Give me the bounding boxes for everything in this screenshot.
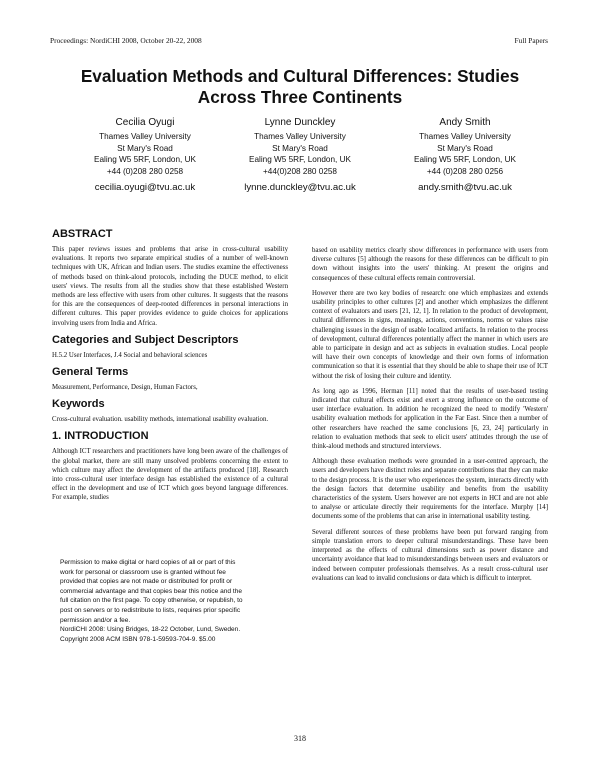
introduction-text: Although ICT researchers and practitioners have long been aware of the challenges of the global market, there are still many unsolved problems concerning the extent to which culture may affect the development of the artifacts produced [18]. Research into cross-cultural user interface design has established the existence of a cultural effect in the development and use of ICT which goes beyond language differences. For example, studies <box>52 448 288 502</box>
permission-line: full citation on the first page. To copy otherwise, or republish, to <box>60 597 243 605</box>
body-paragraph: based on usability metrics clearly show differences in performance with users from diverse cultures [5] although the reasons for these differences can be difficult to pin down without insights into the users' thinking. At present the origins and consequences of these cultural effects remain controversial. <box>312 247 548 282</box>
page-number: 318 <box>294 734 306 743</box>
terms-text: Measurement, Performance, Design, Human Factors, <box>52 384 198 392</box>
permission-line: commercial advantage and that copies bear this notice and the <box>60 587 242 595</box>
author-street: St Mary's Road <box>117 143 173 153</box>
author-city: Ealing W5 5RF, London, UK <box>249 155 351 164</box>
paper-title: Evaluation Methods and Cultural Differences: Studies Across Three Continents <box>80 66 520 107</box>
keywords-text: Cross-cultural evaluation. usability methods, international usability evaluation. <box>52 416 269 424</box>
author-email[interactable]: andy.smith@tvu.ac.uk <box>418 182 512 193</box>
author-phone: +44 (0)208 280 0258 <box>106 166 184 176</box>
left-column <box>52 228 288 509</box>
permission-line: post on servers or to redistribute to lists, requires prior specific <box>60 606 241 614</box>
categories-heading: Categories and Subject Descriptors <box>52 333 239 346</box>
author-affiliation: Thames Valley University <box>254 132 346 141</box>
author-name: Lynne Dunckley <box>264 117 336 128</box>
permission-line: NordiCHI 2008: Using Bridges, 18-22 October, Lund, Sweden. <box>60 626 241 634</box>
author-city: Ealing W5 5RF, London, UK <box>94 155 196 164</box>
author-block <box>380 116 550 194</box>
section-header: Full Papers <box>514 36 548 45</box>
author-phone: +44(0)208 280 0258 <box>263 166 337 176</box>
author-name: Andy Smith <box>439 117 491 128</box>
proceedings-header: Proceedings: NordiCHI 2008, October 20-22, 2008 <box>50 36 202 45</box>
author-street: St Mary's Road <box>272 143 328 153</box>
author-city: Ealing W5 5RF, London, UK <box>414 155 516 164</box>
introduction-heading: 1. INTRODUCTION <box>52 430 149 443</box>
body-paragraph: Although these evaluation methods were grounded in a user-centred approach, the users and developers have distinct roles and separate contributions that they can make to the design process. It is the user who experiences the system, interacts directly with the design factors that determine usability and benefits from the usability characteristics of the system. Users however are not experts in HCI and are not able to analyse or articulate directly their requirements for the interface. Murphy [14] documents some of the problems that can arise in international usability testing. <box>312 458 548 521</box>
body-paragraph: However there are two key bodies of research: one which emphasizes and extends usability principles to other cultures [2] and another which emphasizes the different context of evaluators and users [21, 12, 1]. In relation to the product of development, cultural differences in signs, meanings, actions, conventions, norms or values raise challenging issues in the design of usable localized artifacts. In relation to the process of development, cultural differences potentially affect the manner in which users are able to participate in design and act as subjects in evaluation studies. Local people will have their own concepts of knowledge and their own forms of information communication so that it is essential that they should be able to shape their use of ICT without the risk of losing their culture and identity. <box>312 289 548 380</box>
permission-notice <box>60 558 284 644</box>
keywords-heading: Keywords <box>52 398 105 411</box>
author-affiliation: Thames Valley University <box>99 132 191 141</box>
abstract-heading: ABSTRACT <box>52 228 113 240</box>
permission-line: provided that copies are not made or distributed for profit or <box>60 578 233 586</box>
author-block <box>215 116 385 194</box>
categories-text: H.5.2 User Interfaces, J.4 Social and behavioral sciences <box>52 351 208 359</box>
permission-line: permission and/or a fee. <box>60 616 131 624</box>
permission-line: work for personal or classroom use is granted without fee <box>60 568 226 576</box>
author-email[interactable]: lynne.dunckley@tvu.ac.uk <box>244 182 356 193</box>
abstract-text: This paper reviews issues and problems that arise in cross-cultural usability evaluations. It reports two separate empirical studies of a number of well-known techniques with UK, African and Indian users. The studies examine the effectiveness of methods based on think-aloud protocols, including the DUCE method, to elicit users' views. The results from all the studies show that these established Western methods are less effective with users from other cultures. It suggests that the reasons for this are the consequences of deep-rooted differences in personal interactions in different cultures. This paper provides evidence to guide choices for applications involving users from India and Africa. <box>52 246 288 327</box>
author-affiliation: Thames Valley University <box>419 132 511 141</box>
author-name: Cecilia Oyugi <box>115 117 175 128</box>
author-block <box>60 116 230 194</box>
author-email[interactable]: cecilia.oyugi@tvu.ac.uk <box>94 182 196 193</box>
right-column <box>312 246 548 589</box>
author-street: St Mary's Road <box>437 143 493 153</box>
author-phone: +44 (0)208 280 0256 <box>426 166 504 176</box>
body-paragraph: As long ago as 1996, Herman [11] noted that the results of user-based testing indicated that cultural effects exist and exert a strong influence on the outcome of user interface evaluation. In addition he recognized the need to modify 'Western' usability evaluation methods for application in the Far East. Since then a number of other researchers have reached the same conclusions [6, 23, 24] particularly in relation to evaluation methods that seek to elicit users' attitudes through the use of think-aloud methods and structured interviews. <box>312 387 548 451</box>
permission-line: Permission to make digital or hard copies of all or part of this <box>60 559 236 566</box>
terms-heading: General Terms <box>52 366 129 379</box>
body-paragraph: Several different sources of these problems have been put forward ranging from simple translation errors to deeper cultural misunderstandings. These have been interpreted as the effects of cultural dimensions such as power distance and uncertainty avoidance that lead to misunderstandings between users and evaluators or indeed between computer professionals themselves. As a result cross-cultural user evaluations can lead to invalid conclusions or data which is difficult to interpret. <box>312 528 548 582</box>
permission-line: Copyright 2008 ACM ISBN 978-1-59593-704-9. $5.00 <box>60 635 216 643</box>
